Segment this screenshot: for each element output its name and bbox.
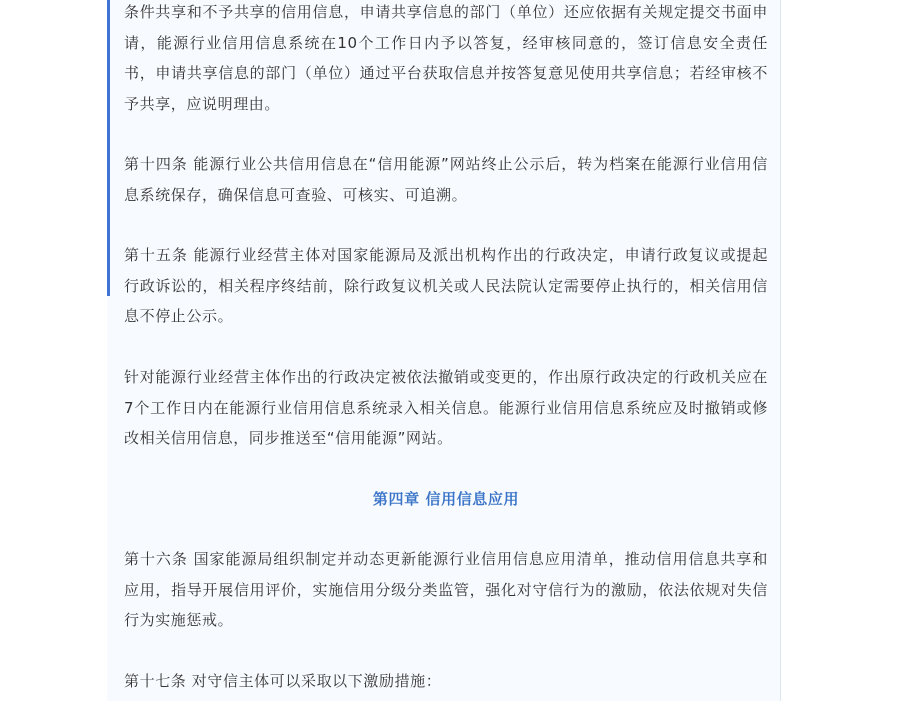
article-17: 第十七条 对守信主体可以采取以下激励措施： [124,672,442,690]
paragraph: 条件共享和不予共享的信用信息，申请共享信息的部门（单位）还应依据有关规定提交书面申请，能源行业信用信息系统在10个工作日内予以答复，经审核同意的，签订信息安全责任书，申请共享信息的部门（单位）通过平台获取信息并按答复意见使用共享信息；若经审核不予共享，应说明理由。 [124,3,768,113]
chapter-heading: 第四章 信用信息应用 [372,490,520,508]
paragraph: 针对能源行业经营主体作出的行政决定被依法撤销或变更的，作出原行政决定的行政机关应在7个工作日内在能源行业信用信息系统录入相关信息。能源行业信用信息系统应及时撤销或修改相关信用信息，同步推送至“信用能源”网站。 [124,368,768,447]
article-15: 第十五条 能源行业经营主体对国家能源局及派出机构作出的行政决定，申请行政复议或提起行政诉讼的，相关程序终结前，除行政复议机关或人民法院认定需要停止执行的，相关信用信息不停止公示。 [124,246,768,325]
article-14: 第十四条 能源行业公共信用信息在“信用能源”网站终止公示后，转为档案在能源行业信用信息系统保存，确保信息可查验、可核实、可追溯。 [124,155,768,204]
article-16: 第十六条 国家能源局组织制定并动态更新能源行业信用信息应用清单，推动信用信息共享和应用，指导开展信用评价，实施信用分级分类监管，强化对守信行为的激励，依法依规对失信行为实施惩戒。 [124,550,768,629]
quote-accent-bar [107,0,110,296]
